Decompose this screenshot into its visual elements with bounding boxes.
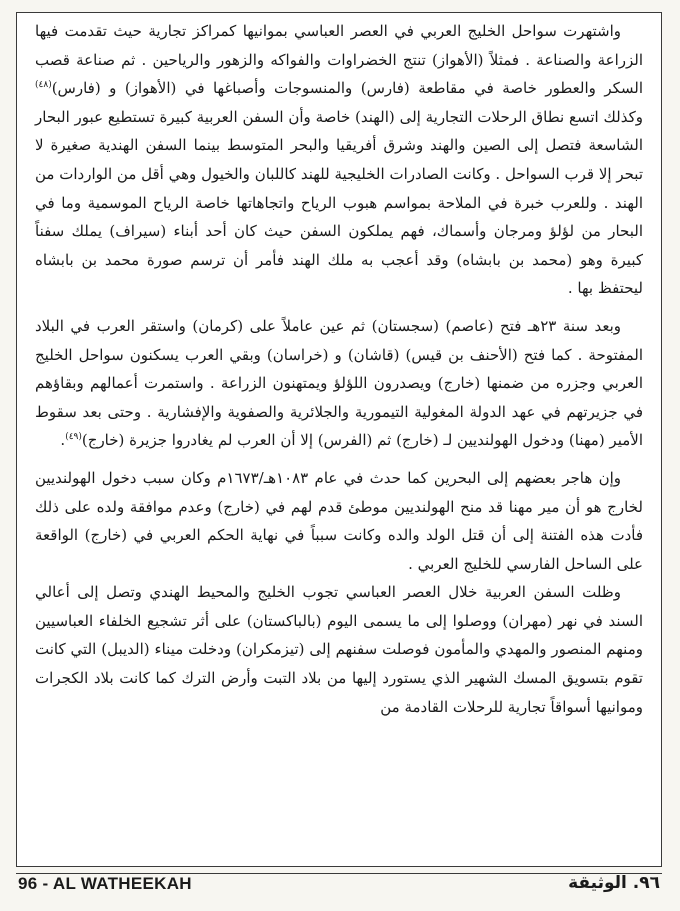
paragraph-3-text: وإن هاجر بعضهم إلى البحرين كما حدث في عام ١٠٨٣هـ/١٦٧٣م وكان سبب دخول الهولنديين لخارج هو أن مير مهنا قد منح الهولنديين موطئ قدم لهم في (خارج) وعدم موافقة ولده على ذلك فأدت هذه الفتنة إلى أن قتل الولد والده وكانت سبباً في نهاية الحكم العربي في (خارج) الواقعة على الساحل الفارسي للخليج العربي . (35, 468, 643, 573)
page-frame (16, 12, 662, 867)
paragraph-4 (35, 578, 643, 721)
paragraph-4-text: وظلت السفن العربية خلال العصر العباسي تجوب الخليج والمحيط الهندي وتصل إلى أعالي السند في نهر (مهران) ووصلوا إلى ما يسمى اليوم (بالباكستان) على أثر تشجيع الخلفاء العباسيين ومنهم المنصور والمهدي والمأمون فوصلت سفنهم إلى (تيزمكران) ودخلت ميناء (الديبل) التي كانت تقوم بتسويق المسك الشهير الذي يستورد إليها من بلاد التبت وأرض الترك كما كانت بلاد الكجرات وموانيها أسواقاً تجارية للرحلات القادمة من (35, 583, 643, 716)
paragraph-3 (35, 464, 643, 578)
article-body (35, 17, 643, 721)
paragraph-1 (35, 17, 643, 303)
footnote-ref-49[interactable]: (٤٩) (65, 432, 82, 443)
paragraph-2-text: وبعد سنة ٢٣هـ فتح (عاصم) (سجستان) ثم عين عاملاً على (كرمان) واستقر العرب في البلاد المفتوحة . كما فتح (الأحنف بن قيس) (قاشان) و (خراسان) وبقي العرب يسكنون سواحل الخليج العربي وجزره من ضمنها (خارج) ويصدرون اللؤلؤ ويمتهنون الزراعة . واستمرت أعمالهم وبقاؤهم في جزيرتهم في عهد الدولة المغولية التيمورية والجلائرية والصفوية والإفشارية . وحتى بعد سقوط الأمير (مهنا) ودخول الهولنديين لـ (خارج) ثم (الفرس) إلا أن العرب لم يغادروا جزيرة (خارج) (35, 316, 643, 450)
paragraph-1-text: واشتهرت سواحل الخليج العربي في العصر العباسي بموانيها كمراكز تجارية حيث تقدمت فيها الزراعة والصناعة . فمثلاً (الأهواز) تنتج الخضراوات والفواكه والزهور والرياحين . ثم صناعة قصب السكر والعطور خاصة في مقاطعة (فارس) والمنسوجات وأصباغها في (الأهواز) و (فارس) (35, 22, 643, 98)
paragraph-2-tail: . (60, 431, 66, 450)
footnote-ref-48[interactable]: (٤٨) (35, 80, 52, 91)
paragraph-1-tail: وكذلك اتسع نطاق الرحلات التجارية إلى (الهند) خاصة وأن السفن العربية كبيرة تستطيع عبور البحار الشاسعة فتصل إلى الصين والهند وشرق أفريقيا والبحر المتوسط بينما السفن الهندية صغيرة لا تبحر إلا قرب السواحل . وكانت الصادرات الخليجية للهند كاللبان والخيول وهي أقل من الواردات من الهند . وللعرب خبرة في الملاحة بمواسم هبوب الرياح واتجاهاتها خاصة الرياح الموسمية وما في البحار من لؤلؤ ومرجان وأسماك، فهم يملكون السفن حيث كان أحد أبناء (سيراف) يملك سفناً كبيرة وهو (محمد بن بابشاه) وقد أعجب به ملك الهند فأمر أن ترسم صورة محمد بن بابشاه ليحتفظ بها . (35, 107, 643, 298)
paragraph-2 (35, 312, 643, 455)
footer-page-label-latin: 96 - AL WATHEEKAH (18, 874, 192, 893)
footer-page-label-arabic: ٩٦. الوثيقة (568, 873, 660, 893)
